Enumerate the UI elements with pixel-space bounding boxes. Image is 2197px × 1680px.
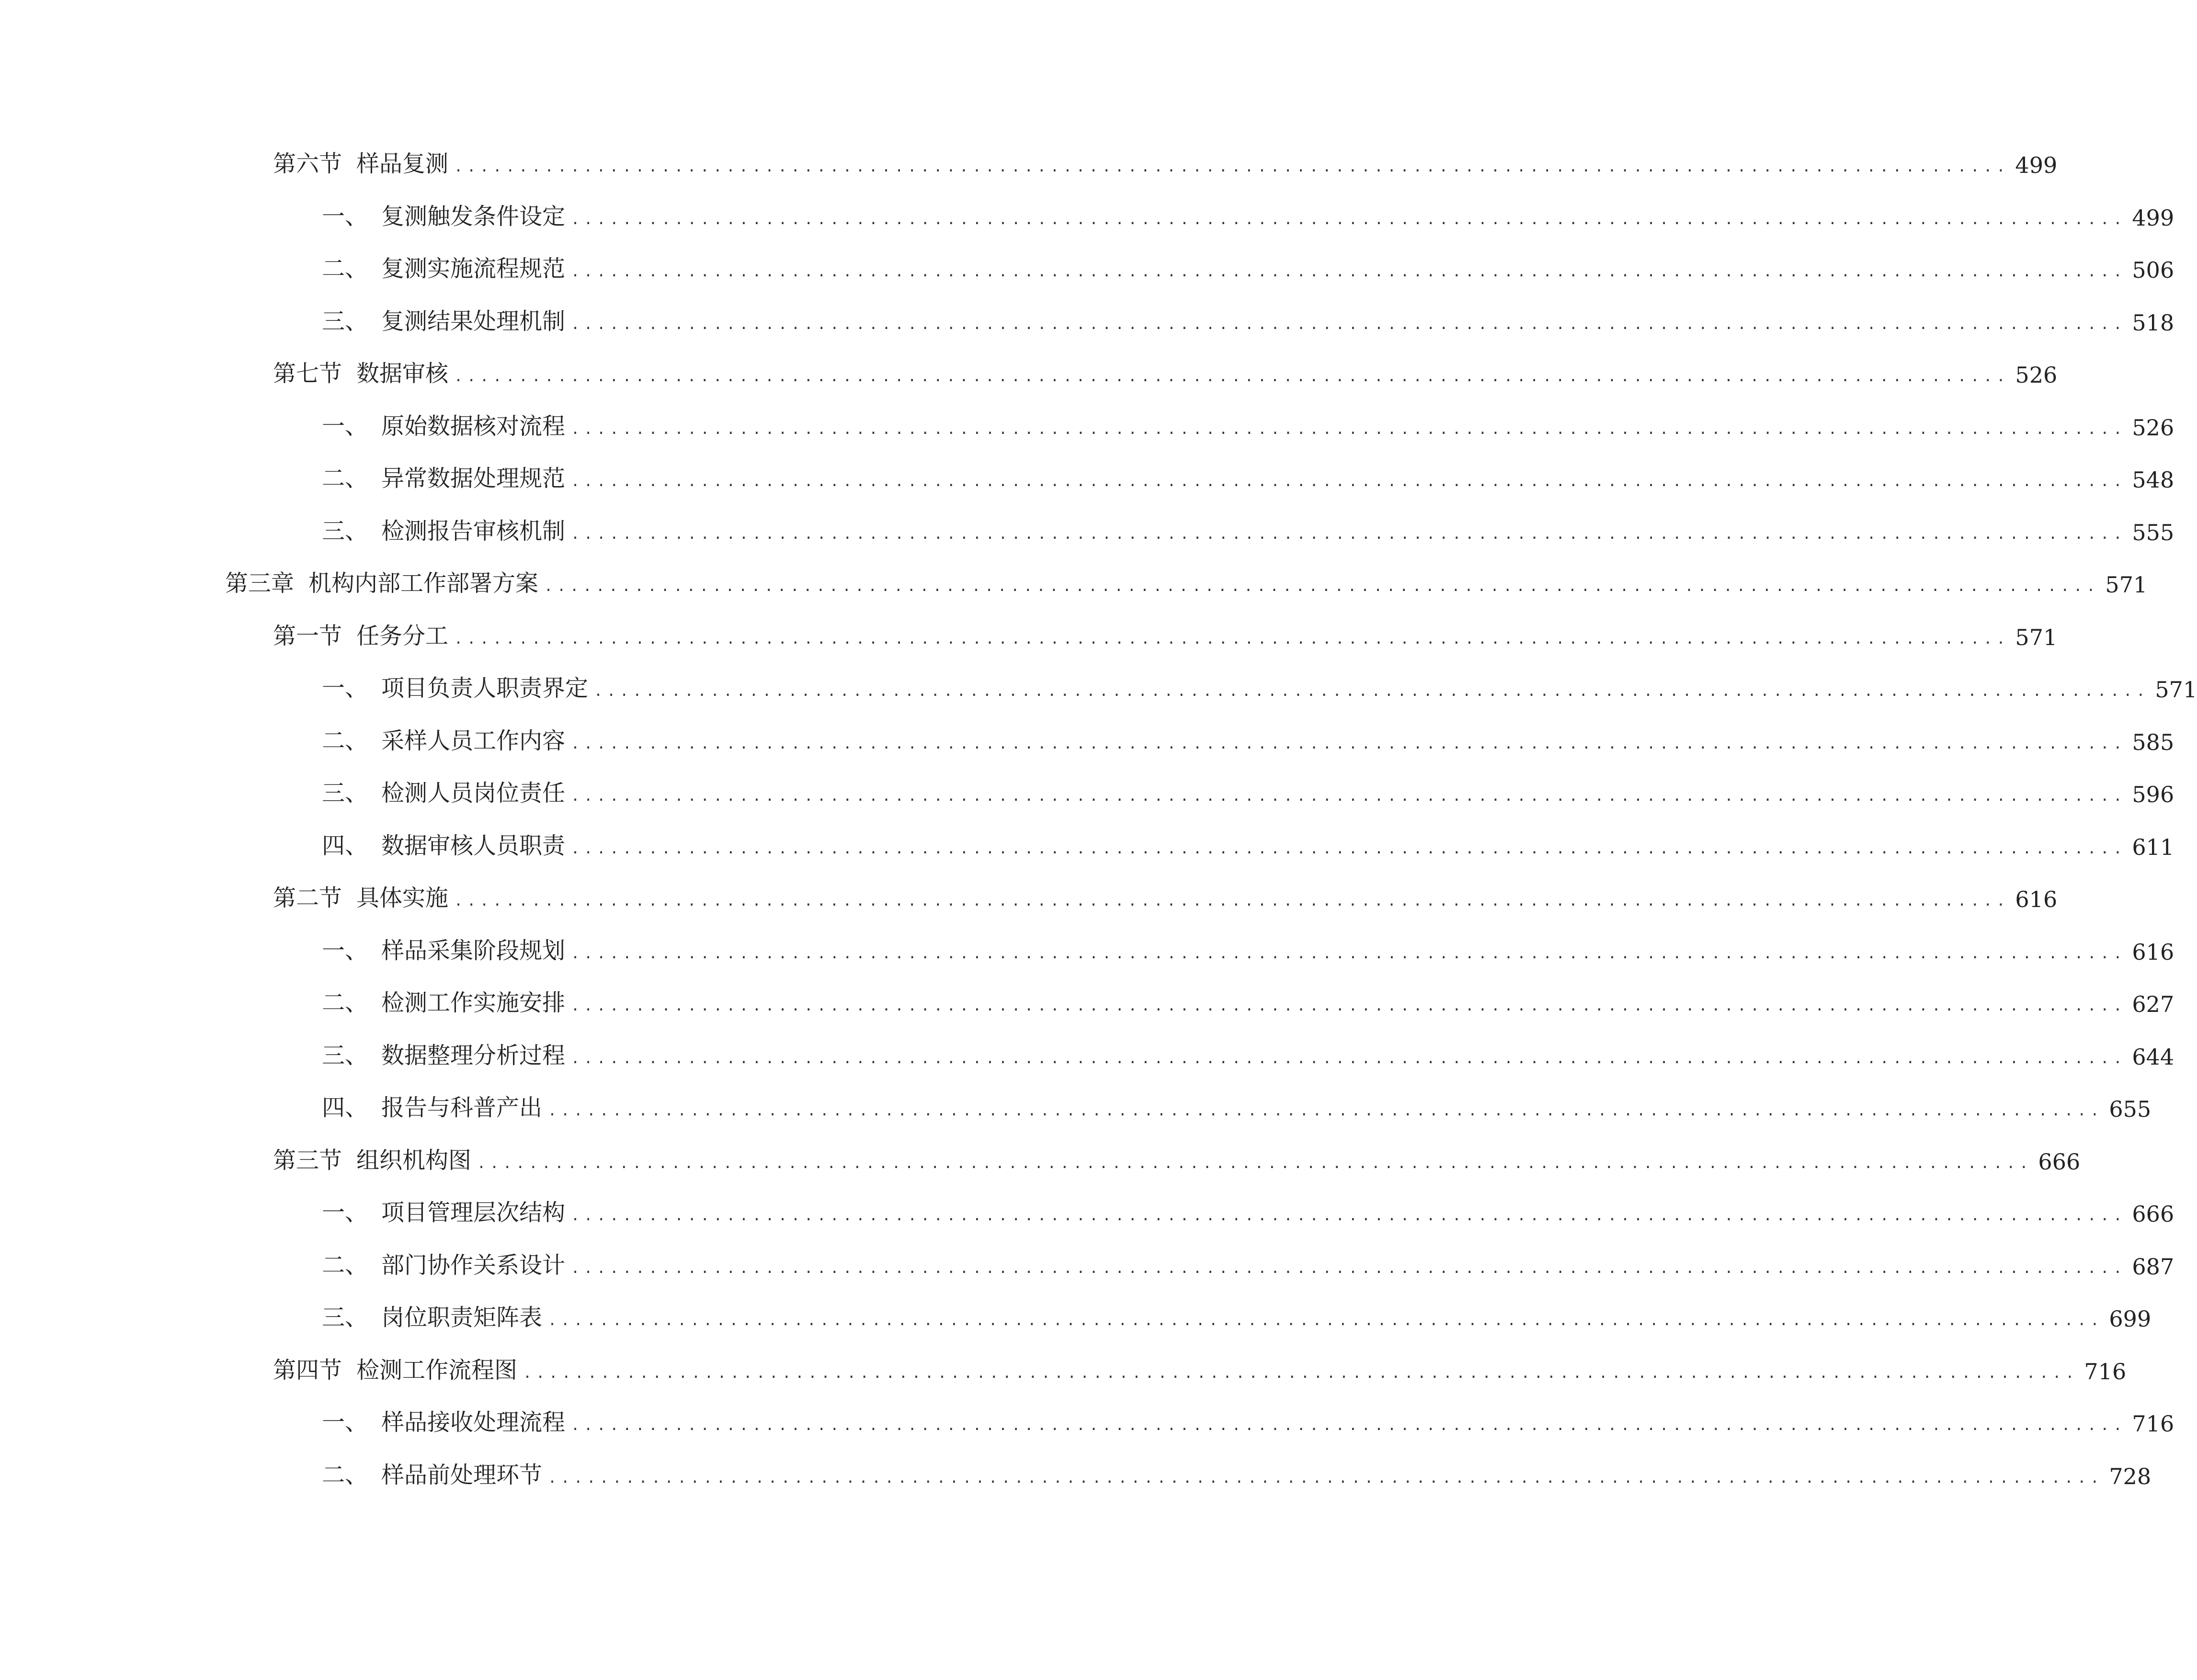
dot-leader: ........................................................................................................................ (477, 1155, 2033, 1172)
toc-entry-title: 检测工作流程图 (356, 1356, 518, 1384)
toc-entry-number: 一、 (322, 675, 368, 702)
toc-entry-row (225, 559, 2148, 598)
toc-entry-number: 一、 (322, 1199, 368, 1226)
toc-entry-number: 二、 (322, 989, 368, 1016)
toc-entry-number: 四、 (322, 1094, 368, 1121)
toc-entry-number: 二、 (322, 1461, 368, 1488)
toc-entry-row (322, 454, 2174, 493)
toc-entry-page-number: 499 (2132, 204, 2174, 231)
dot-leader: ........................................................................................................................ (571, 840, 2127, 857)
toc-entry-title: 样品前处理环节 (381, 1461, 543, 1488)
toc-entry-page-number: 728 (2109, 1463, 2151, 1489)
toc-entry-number: 一、 (322, 1409, 368, 1436)
toc-entry-title: 复测结果处理机制 (381, 307, 566, 335)
toc-entry[interactable] (0, 140, 2058, 193)
toc-entry-number: 二、 (322, 727, 368, 754)
toc-entry-page-number: 687 (2132, 1253, 2174, 1280)
toc-entry-page-number: 518 (2132, 309, 2174, 336)
toc-entry-row (322, 717, 2174, 755)
toc-entry[interactable] (0, 559, 2148, 612)
toc-entry-page-number: 644 (2132, 1044, 2174, 1070)
toc-entry-title: 样品复测 (356, 150, 449, 177)
toc-entry[interactable] (0, 1032, 2174, 1084)
dot-leader: ........................................................................................................................ (571, 211, 2127, 228)
dot-leader: ........................................................................................................................ (594, 683, 2150, 700)
dot-leader: ........................................................................................................................ (571, 473, 2127, 490)
toc-entry-row (273, 1346, 2127, 1385)
toc-entry-row (273, 612, 2058, 650)
toc-entry-row (322, 1398, 2174, 1437)
toc-entry-page-number: 499 (2015, 152, 2058, 178)
toc-entry-row (322, 769, 2174, 807)
toc-entry-row (322, 1084, 2151, 1122)
toc-entry-title: 异常数据处理规范 (381, 465, 566, 492)
toc-entry-number: 二、 (322, 465, 368, 492)
toc-entry-row (322, 1294, 2151, 1332)
toc-entry-title: 检测人员岗位责任 (381, 780, 566, 806)
toc-entry-row (322, 402, 2174, 441)
toc-entry[interactable] (0, 717, 2174, 770)
toc-entry[interactable] (0, 1241, 2174, 1294)
toc-entry-row (322, 1451, 2151, 1489)
toc-entry-number: 第一节 (273, 622, 342, 649)
toc-entry-number: 三、 (322, 780, 368, 806)
toc-entry-title: 岗位职责矩阵表 (381, 1304, 543, 1331)
toc-entry-row (322, 822, 2174, 860)
dot-leader: ........................................................................................................................ (571, 945, 2127, 962)
toc-entry-title: 原始数据核对流程 (381, 412, 566, 440)
toc-entry-title: 复测触发条件设定 (381, 203, 566, 230)
toc-entry-page-number: 596 (2132, 782, 2174, 807)
toc-entry[interactable] (0, 822, 2174, 874)
toc-entry[interactable] (0, 1451, 2151, 1504)
dot-leader: ........................................................................................................................ (454, 893, 2010, 909)
toc-entry-page-number: 666 (2132, 1201, 2174, 1227)
toc-entry-page-number: 699 (2109, 1306, 2151, 1332)
toc-entry[interactable] (0, 350, 2058, 402)
toc-entry-row (322, 1189, 2174, 1227)
toc-entry[interactable] (0, 402, 2174, 455)
toc-entry-number: 一、 (322, 937, 368, 964)
toc-entry-number: 二、 (322, 1251, 368, 1279)
toc-entry[interactable] (0, 245, 2174, 297)
toc-entry-page-number: 655 (2109, 1096, 2151, 1122)
toc-entry-number: 三、 (322, 517, 368, 545)
toc-entry-page-number: 506 (2132, 257, 2174, 283)
toc-entry-title: 项目管理层次结构 (381, 1199, 566, 1226)
toc-entry[interactable] (0, 664, 2197, 717)
toc-entry[interactable] (0, 1346, 2127, 1399)
toc-entry-title: 样品采集阶段规划 (381, 937, 566, 964)
toc-entry-number: 第三章 (225, 570, 295, 597)
toc-entry-title: 采样人员工作内容 (381, 727, 566, 754)
toc-entry-page-number: 716 (2084, 1358, 2127, 1385)
dot-leader: ........................................................................................................................ (571, 1050, 2127, 1067)
toc-entry-row (322, 297, 2174, 336)
toc-entry-page-number: 627 (2132, 991, 2174, 1017)
toc-entry-page-number: 571 (2105, 572, 2148, 598)
dot-leader: ........................................................................................................................ (571, 525, 2127, 543)
toc-entry-number: 第六节 (273, 150, 342, 177)
toc-entry-number: 三、 (322, 1042, 368, 1069)
dot-leader: ........................................................................................................................ (544, 578, 2100, 595)
toc-entry-title: 报告与科普产出 (381, 1094, 543, 1121)
toc-entry-page-number: 585 (2132, 729, 2174, 755)
dot-leader: ........................................................................................................................ (571, 735, 2127, 752)
toc-entry-title: 样品接收处理流程 (381, 1409, 566, 1436)
dot-leader: ........................................................................................................................ (571, 420, 2127, 438)
toc-entry[interactable] (0, 1294, 2151, 1346)
toc-entry-number: 一、 (322, 412, 368, 440)
dot-leader: ........................................................................................................................ (571, 998, 2127, 1014)
toc-entry-row (273, 140, 2058, 178)
toc-entry-row (322, 193, 2174, 231)
toc-entry[interactable] (0, 979, 2174, 1032)
toc-entry[interactable] (0, 454, 2174, 507)
toc-entry-row (322, 1241, 2174, 1280)
toc-entry-page-number: 616 (2015, 886, 2058, 912)
toc-entry-title: 项目负责人职责界定 (381, 675, 589, 702)
toc-entry-number: 第七节 (273, 360, 342, 387)
toc-entry[interactable] (0, 1189, 2174, 1241)
toc-entry-row (322, 664, 2197, 703)
toc-entry[interactable] (0, 1084, 2151, 1136)
toc-entry-row (273, 874, 2058, 912)
toc-entry-page-number: 555 (2132, 519, 2174, 545)
toc-entry-page-number: 666 (2038, 1148, 2081, 1175)
toc-entry-row (322, 979, 2174, 1017)
toc-entry-page-number: 616 (2132, 939, 2174, 965)
toc-entry-title: 数据审核 (356, 360, 449, 387)
toc-entry-number: 四、 (322, 832, 368, 859)
toc-entry-row (322, 245, 2174, 283)
toc-entry-title: 复测实施流程规范 (381, 255, 566, 282)
toc-entry-row (322, 927, 2174, 965)
dot-leader: ........................................................................................................................ (548, 1469, 2104, 1487)
toc-entry-row (322, 507, 2174, 545)
toc-entry-title: 组织机构图 (356, 1146, 472, 1174)
toc-entry[interactable] (0, 927, 2174, 979)
toc-entry-page-number: 526 (2015, 362, 2058, 388)
toc-entry-title: 任务分工 (356, 622, 449, 649)
dot-leader: ........................................................................................................................ (454, 630, 2010, 647)
toc-entry[interactable] (0, 1398, 2174, 1451)
toc-entry-row (273, 350, 2058, 388)
toc-entry-page-number: 526 (2132, 414, 2174, 441)
toc-entry-row (322, 1032, 2174, 1070)
toc-entry[interactable] (0, 507, 2174, 560)
toc-entry-number: 一、 (322, 203, 368, 230)
toc-entry-page-number: 611 (2132, 834, 2174, 860)
toc-entry-page-number: 716 (2132, 1411, 2174, 1437)
toc-entry[interactable] (0, 769, 2174, 822)
toc-entry[interactable] (0, 612, 2058, 665)
toc-entry-page-number: 571 (2155, 677, 2197, 703)
dot-leader: ........................................................................................................................ (571, 1260, 2127, 1277)
toc-entry-title: 部门协作关系设计 (381, 1251, 566, 1279)
toc-entry[interactable] (0, 874, 2058, 927)
toc-entry-page-number: 571 (2015, 624, 2058, 650)
dot-leader: ........................................................................................................................ (571, 1417, 2127, 1434)
toc-entry-number: 第四节 (273, 1356, 342, 1384)
dot-leader: ........................................................................................................................ (523, 1364, 2079, 1382)
toc-entry-title: 数据审核人员职责 (381, 832, 566, 859)
toc-entry[interactable] (0, 297, 2174, 350)
dot-leader: ........................................................................................................................ (571, 316, 2127, 333)
toc-entry-title: 检测报告审核机制 (381, 517, 566, 545)
toc-entry-row (273, 1136, 2081, 1175)
toc-entry-number: 第三节 (273, 1146, 342, 1174)
dot-leader: ........................................................................................................................ (571, 1207, 2127, 1224)
dot-leader: ........................................................................................................................ (454, 159, 2010, 175)
toc-entry-title: 检测工作实施安排 (381, 989, 566, 1016)
dot-leader: ........................................................................................................................ (571, 788, 2127, 805)
toc-entry-number: 二、 (322, 255, 368, 282)
dot-leader: ........................................................................................................................ (454, 368, 2010, 385)
table-of-contents (0, 140, 2197, 1503)
dot-leader: ........................................................................................................................ (571, 263, 2127, 280)
toc-entry-title: 机构内部工作部署方案 (308, 570, 539, 597)
toc-entry-number: 三、 (322, 1304, 368, 1331)
toc-entry-number: 第二节 (273, 885, 342, 911)
toc-entry-title: 具体实施 (356, 885, 449, 911)
toc-entry-page-number: 548 (2132, 467, 2174, 493)
toc-entry-number: 三、 (322, 307, 368, 335)
toc-entry[interactable] (0, 193, 2174, 245)
dot-leader: ........................................................................................................................ (548, 1312, 2104, 1329)
toc-entry[interactable] (0, 1136, 2081, 1189)
toc-entry-title: 数据整理分析过程 (381, 1042, 566, 1069)
dot-leader: ........................................................................................................................ (548, 1102, 2104, 1119)
